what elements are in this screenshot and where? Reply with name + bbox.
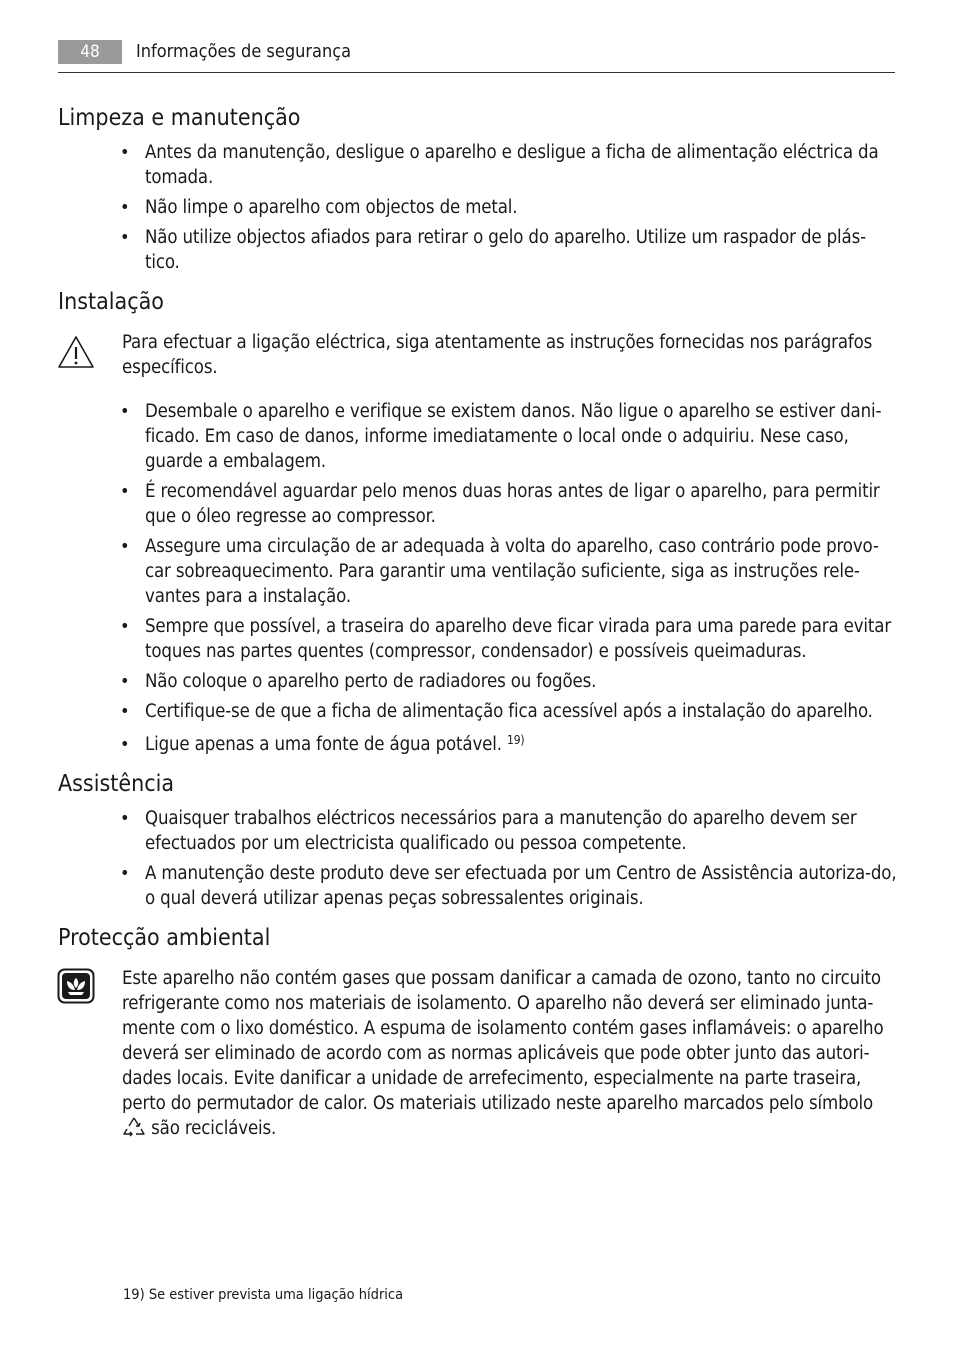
list-item: • Certifique-se de que a ficha de alimentação fica acessível após a instalação do aparelho. [118, 699, 898, 724]
header-title: Informações de segurança [136, 41, 352, 62]
list-item: • Quaisquer trabalhos eléctricos necessários para a manutenção do aparelho devem ser efectuados por um electricista qualificado ou pessoa competente. [118, 806, 898, 856]
list-item-water [118, 732, 898, 757]
list-item-text: Ligue apenas a uma fonte de água potável. [145, 734, 502, 755]
list-item: • Assegure uma circulação de ar adequada à volta do aparelho, caso contrário pode provo-car sobreaquecimento. Para garantir uma ventilação suficiente, siga as instruções rele-vantes para a instalação. [118, 534, 898, 609]
list-instalacao [118, 399, 898, 757]
page-number: 48 [58, 40, 122, 64]
footnote-ref: 19) [506, 733, 525, 747]
warning-text: Para efectuar a ligação eléctrica, siga atentamente as instruções fornecidas nos parágrafos específicos. [122, 332, 873, 378]
list-limpeza [118, 140, 898, 275]
list-assistencia [118, 806, 898, 911]
environment-paragraph: Este aparelho não contém gases que possam danificar a camada de ozono, tanto no circuito refrigerante como nos materiais de isolamento. O aparelho não deverá ser eliminado junta-mente com o lixo doméstico. A espuma de isolamento contém gases inflamáveis: o aparelho deverá ser eliminado de acordo com as normas aplicáveis que pode obter junto das autori-dades locais. Evite danificar a unidade de arrefecimento, especialmente na parte traseira, perto do permutador de calor. Os materiais utilizado neste aparelho marcados pelo símbolo [122, 968, 884, 1114]
list-item: • Sempre que possível, a traseira do aparelho deve ficar virada para uma parede para evitar toques nas partes quentes (compressor, condensador) e possíveis queimaduras. [118, 614, 898, 664]
list-item: • Não utilize objectos afiados para retirar o gelo do aparelho. Utilize um raspador de plás-tico. [118, 225, 898, 275]
environment-flower-icon [57, 968, 95, 1004]
list-item: • Não limpe o aparelho com objectos de metal. [118, 195, 898, 220]
recycle-icon [122, 1116, 146, 1138]
warning-triangle-icon [57, 335, 95, 369]
heading-ambiental: Protecção ambiental [58, 925, 271, 951]
heading-instalacao: Instalação [58, 289, 164, 315]
footnote: 19) Se estiver prevista uma ligação hídrica [123, 1287, 404, 1303]
environment-text [122, 966, 897, 1141]
page-header [58, 40, 895, 73]
heading-assistencia: Assistência [58, 771, 175, 797]
list-item: • Desembale o aparelho e verifique se existem danos. Não ligue o aparelho se estiver dani-ficado. Em caso de danos, informe imediatamente o local onde o adquiriu. Nese caso, guarde a embalagem. [118, 399, 898, 474]
environment-paragraph-end: são recicláveis. [151, 1118, 277, 1139]
heading-limpeza: Limpeza e manutenção [58, 105, 301, 131]
list-item: • É recomendável aguardar pelo menos duas horas antes de ligar o aparelho, para permitir que o óleo regresse ao compressor. [118, 479, 898, 529]
list-item: • A manutenção deste produto deve ser efectuada por um Centro de Assistência autoriza-do, o qual deverá utilizar apenas peças sobressalentes originais. [118, 861, 898, 911]
list-item: • Não coloque o aparelho perto de radiadores ou fogões. [118, 669, 898, 694]
list-item: • Antes da manutenção, desligue o aparelho e desligue a ficha de alimentação eléctrica da tomada. [118, 140, 898, 190]
